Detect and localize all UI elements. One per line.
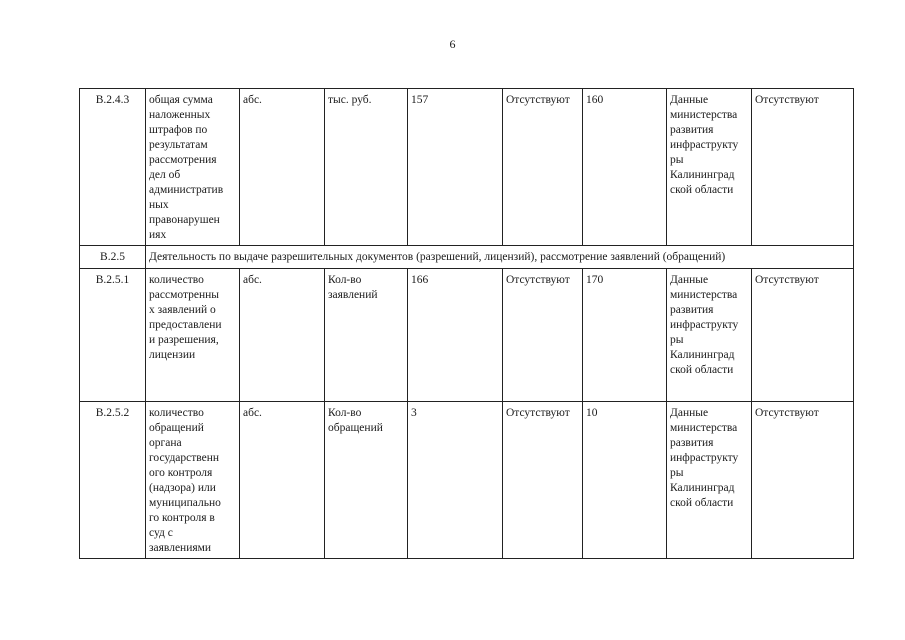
value-1: 3 [408, 402, 503, 559]
row-code: В.2.5.2 [80, 402, 146, 559]
section-title: Деятельность по выдаче разрешительных документов (разрешений, лицензий), рассмотрение заявлений (обращений) [146, 246, 854, 269]
measure-type: абс. [240, 402, 325, 559]
table-row [80, 269, 854, 402]
data-source: Данные министерства развития инфраструкту ры Калининград ской области [667, 402, 752, 559]
note-1: Отсутствуют [503, 269, 583, 402]
indicator-name: общая сумма наложенных штрафов по результатам рассмотрения дел об административ ных правонарушен иях [146, 89, 240, 246]
indicator-table [79, 88, 854, 559]
note-1: Отсутствуют [503, 402, 583, 559]
note-2: Отсутствуют [752, 402, 854, 559]
section-row [80, 246, 854, 269]
value-1: 166 [408, 269, 503, 402]
indicator-name: количество обращений органа государственн ого контроля (надзора) или муниципально го контроля в суд с заявлениями [146, 402, 240, 559]
data-source: Данные министерства развития инфраструкту ры Калининград ской области [667, 89, 752, 246]
unit: Кол-во обращений [325, 402, 408, 559]
row-code: В.2.5.1 [80, 269, 146, 402]
unit: Кол-во заявлений [325, 269, 408, 402]
page-number: 6 [449, 37, 456, 51]
indicator-name: количество рассмотренны х заявлений о предоставлени и разрешения, лицензии [146, 269, 240, 402]
row-code: В.2.4.3 [80, 89, 146, 246]
unit: тыс. руб. [325, 89, 408, 246]
note-2: Отсутствуют [752, 89, 854, 246]
note-2: Отсутствуют [752, 269, 854, 402]
value-2: 170 [583, 269, 667, 402]
table-row [80, 402, 854, 559]
note-1: Отсутствуют [503, 89, 583, 246]
table-row [80, 89, 854, 246]
value-1: 157 [408, 89, 503, 246]
measure-type: абс. [240, 269, 325, 402]
value-2: 10 [583, 402, 667, 559]
data-source: Данные министерства развития инфраструкту ры Калининград ской области [667, 269, 752, 402]
measure-type: абс. [240, 89, 325, 246]
section-code: В.2.5 [80, 246, 146, 269]
value-2: 160 [583, 89, 667, 246]
